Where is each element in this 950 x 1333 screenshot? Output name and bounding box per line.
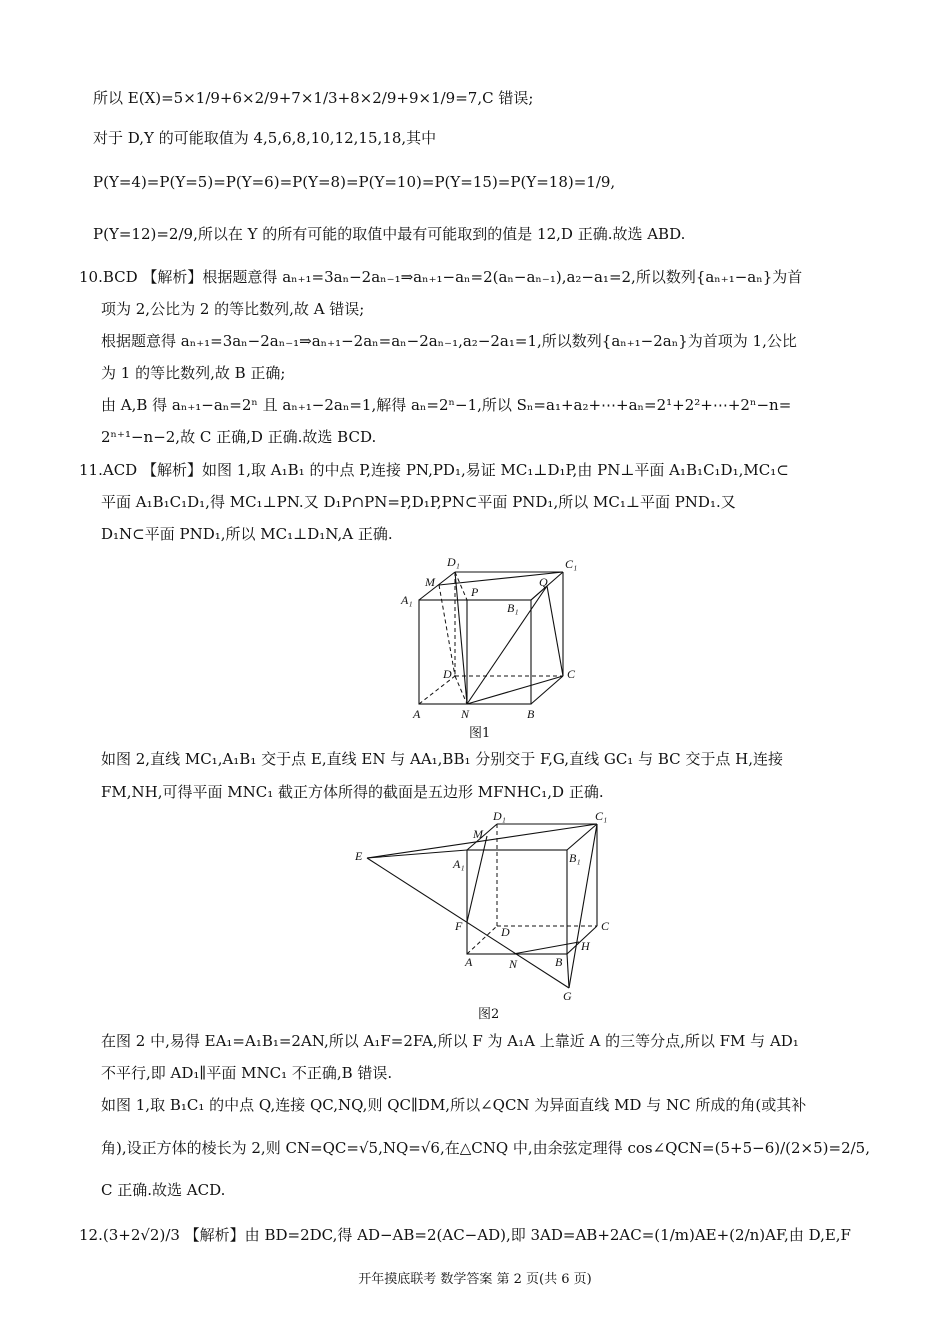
label: B₁	[507, 601, 519, 615]
label: C₁	[565, 557, 578, 571]
text-line: 角),设正方体的棱长为 2,则 CN=QC=√5,NQ=√6,在△CNQ 中,由余弦定理得 cos∠QCN=(5+5−6)/(2×5)=2/5,	[101, 1139, 870, 1157]
text-line: 所以 E(X)=5×1/9+6×2/9+7×1/3+8×2/9+9×1/9=7,C 错误;	[93, 89, 534, 107]
line-f-m	[467, 836, 487, 922]
label: D₁	[493, 810, 506, 823]
figure-1-cube-diagram	[395, 552, 585, 742]
text-line: 平面 A₁B₁C₁D₁,得 MC₁⊥PN.又 D₁P∩PN=P,D₁P,PN⊂平面 PND₁,所以 MC₁⊥平面 PND₁.又	[101, 493, 736, 511]
label: C	[567, 667, 576, 681]
front-face	[419, 600, 531, 704]
text-line: 如图 1,取 B₁C₁ 的中点 Q,连接 QC,NQ,则 QC∥DM,所以∠QCN 为异面直线 MD 与 NC 所成的角(或其补	[101, 1096, 807, 1114]
text-line: 如图 2,直线 MC₁,A₁B₁ 交于点 E,直线 EN 与 AA₁,BB₁ 分别交于 F,G,直线 GC₁ 与 BC 交于点 H,连接	[101, 750, 784, 768]
hidden-a-d	[467, 926, 497, 954]
label: B	[527, 707, 535, 721]
label: A₁	[401, 593, 413, 607]
figure-1-caption: 图1	[469, 726, 491, 741]
text-line: 项为 2,公比为 2 的等比数列,故 A 错误;	[101, 300, 365, 318]
text-line: 由 A,B 得 aₙ₊₁−aₙ=2ⁿ 且 aₙ₊₁−2aₙ=1,解得 aₙ=2ⁿ−1,所以 Sₙ=a₁+a₂+⋯+aₙ=2¹+2²+⋯+2ⁿ−n=	[101, 396, 792, 414]
label: B	[555, 955, 563, 969]
text-line: 2ⁿ⁺¹−n−2,故 C 正确,D 正确.故选 BCD.	[101, 428, 377, 446]
label: A	[465, 955, 473, 969]
label: Q	[539, 575, 548, 589]
line-q-c	[547, 586, 563, 676]
text-line: P(Y=12)=2/9,所以在 Y 的所有可能的取值中最有可能取到的值是 12,D 正确.故选 ABD.	[93, 225, 686, 243]
label: F	[455, 919, 463, 933]
front-face	[467, 850, 567, 954]
label: H	[581, 939, 590, 953]
line-d1-n	[455, 572, 467, 704]
text-line: 在图 2 中,易得 EA₁=A₁B₁=2AN,所以 A₁F=2FA,所以 F 为 A₁A 上靠近 A 的三等分点,所以 FM 与 AD₁	[101, 1032, 799, 1050]
line-g-c1	[569, 824, 597, 988]
label: E	[355, 849, 363, 863]
figure-2-cube-diagram	[355, 810, 625, 1005]
text-line: 11.ACD 【解析】如图 1,取 A₁B₁ 的中点 P,连接 PN,PD₁,易证 MC₁⊥D₁P,由 PN⊥平面 A₁B₁C₁D₁,MC₁⊂	[79, 461, 789, 479]
text-line: 对于 D,Y 的可能取值为 4,5,6,8,10,12,15,18,其中	[93, 129, 437, 147]
label: M	[473, 827, 483, 841]
label: M	[425, 575, 435, 589]
line-e-a1	[367, 850, 467, 858]
text-line: 为 1 的等比数列,故 B 正确;	[101, 364, 286, 382]
label: A	[413, 707, 421, 721]
text-line: C 正确.故选 ACD.	[101, 1181, 226, 1199]
label: A₁	[453, 857, 465, 871]
label: B₁	[569, 851, 581, 865]
text-line: P(Y=4)=P(Y=5)=P(Y=6)=P(Y=8)=P(Y=10)=P(Y=15)=P(Y=18)=1/9,	[93, 173, 616, 191]
label: N	[461, 707, 470, 721]
label: C₁	[595, 810, 608, 823]
line-b-g	[567, 954, 569, 988]
text-line: 10.BCD 【解析】根据题意得 aₙ₊₁=3aₙ−2aₙ₋₁⇒aₙ₊₁−aₙ=2(aₙ−aₙ₋₁),a₂−a₁=2,所以数列{aₙ₊₁−aₙ}为首	[79, 268, 803, 286]
text-line: D₁N⊂平面 PND₁,所以 MC₁⊥D₁N,A 正确.	[101, 525, 393, 543]
text-line: 根据题意得 aₙ₊₁=3aₙ−2aₙ₋₁⇒aₙ₊₁−2aₙ=aₙ−2aₙ₋₁,a₂−2a₁=1,所以数列{aₙ₊₁−2aₙ}为首项为 1,公比	[101, 332, 797, 350]
label: G	[563, 989, 572, 1003]
label: D	[443, 667, 452, 681]
page-footer: 开年摸底联考 数学答案 第 2 页(共 6 页)	[358, 1272, 592, 1287]
text-line: FM,NH,可得平面 MNC₁ 截正方体所得的截面是五边形 MFNHC₁,D 正确.	[101, 783, 604, 801]
hidden-m-d	[439, 585, 455, 676]
text-line: 不平行,即 AD₁∥平面 MNC₁ 不正确,B 错误.	[101, 1064, 393, 1082]
label: D₁	[447, 555, 460, 569]
figure-2-caption: 图2	[478, 1007, 500, 1022]
label: D	[501, 925, 510, 939]
label: C	[601, 919, 610, 933]
label: P	[471, 585, 479, 599]
label: N	[509, 957, 518, 971]
text-line: 12.(3+2√2)/3 【解析】由 BD=2DC,得 AD−AB=2(AC−AD),即 3AD=AB+2AC=(1/m)AE+(2/n)AF,由 D,E,F	[79, 1226, 851, 1244]
line-n-c	[467, 676, 563, 704]
